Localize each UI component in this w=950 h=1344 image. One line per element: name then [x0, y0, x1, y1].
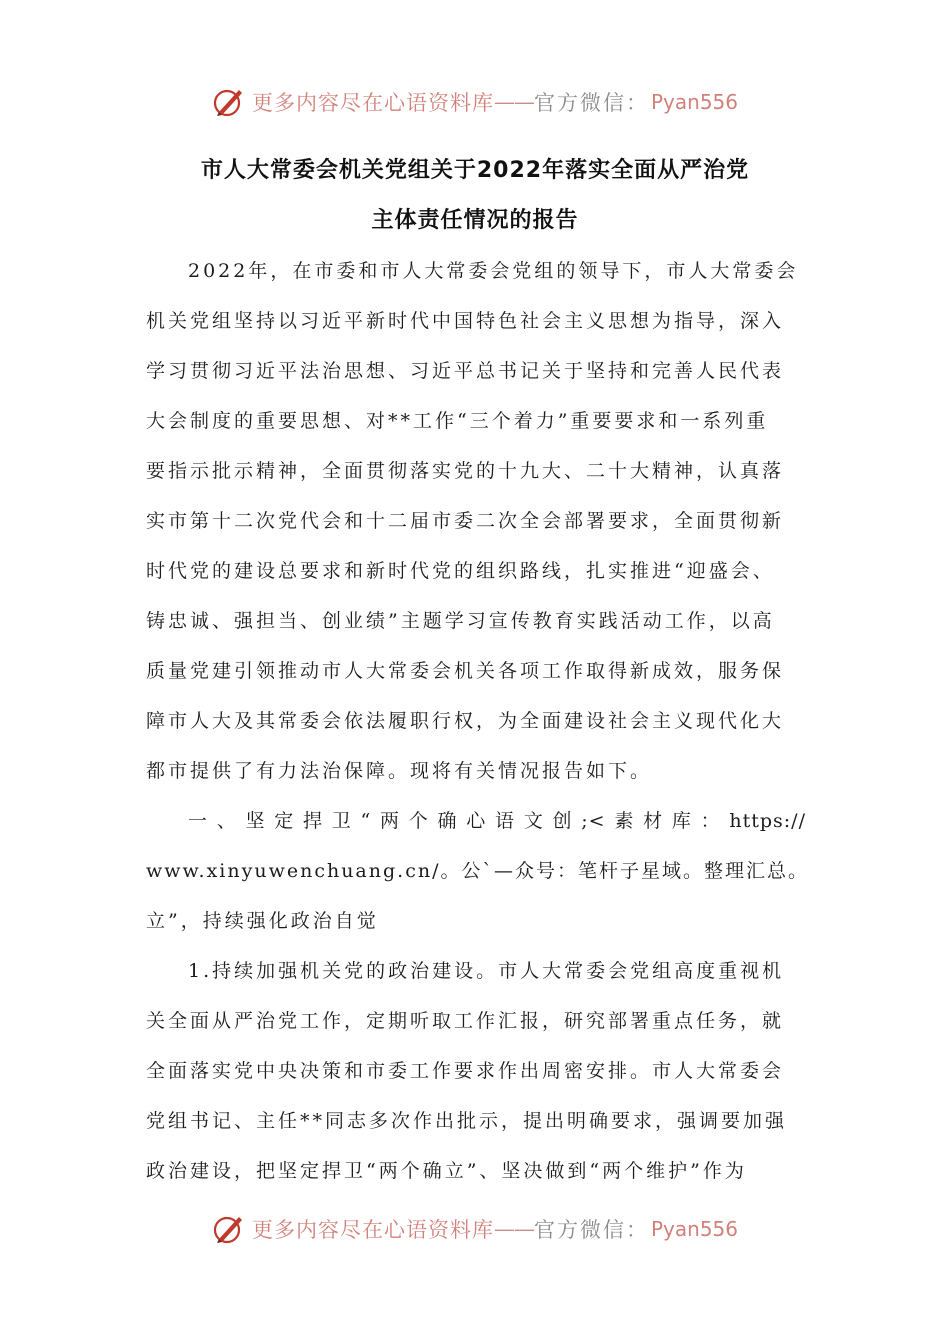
watermark-contact-label: 官方微信： — [533, 1218, 649, 1242]
body-line: 大会制度的重要思想、对**工作“三个着力”重要要求和一系列重 — [146, 410, 769, 432]
watermark-brand: 更多内容尽在心语资料库 — [251, 1218, 494, 1242]
watermark-wechat-id: Pyan556 — [650, 90, 738, 114]
watermark-contact-label: 官方微信： — [533, 91, 649, 115]
body-line: 要指示批示精神，全面贯彻落实党的十九大、二十大精神，认真落 — [146, 460, 785, 482]
watermark-footer — [0, 1211, 950, 1247]
watermark-dash: —— — [493, 1217, 534, 1241]
body-line: 障市人大及其常委会依法履职行权，为全面建设社会主义现代化大 — [146, 710, 785, 732]
watermark-dash: —— — [493, 90, 534, 114]
body-line: 时代党的建设总要求和新时代党的组织路线，扎实推进“迎盛会、 — [146, 560, 775, 582]
body-line: 1.持续加强机关党的政治建设。市人大常委会党组高度重视机 — [188, 960, 785, 982]
document-body — [146, 246, 809, 1196]
document-title-line-1: 市人大常委会机关党组关于2022年落实全面从严治党 — [200, 158, 750, 183]
watermark-wechat-id: Pyan556 — [650, 1217, 738, 1241]
section-heading-line: 一、坚定捍卫“两个确心语文创;<素材库：https:// — [188, 810, 806, 832]
body-line: 全面落实党中央决策和市委工作要求作出周密安排。市人大常委会 — [146, 1060, 785, 1082]
body-line: 政治建设，把坚定捍卫“两个确立”、坚决做到“两个维护”作为 — [146, 1160, 747, 1182]
body-line: 关全面从严治党工作，定期听取工作汇报，研究部署重点任务，就 — [146, 1010, 785, 1032]
body-line: www.xinyuwenchuang.cn/。公`—众号：笔杆子星域。整理汇总。 — [146, 860, 809, 882]
document-title-line-2: 主体责任情况的报告 — [371, 208, 579, 233]
watermark-brand: 更多内容尽在心语资料库 — [251, 91, 494, 115]
body-line: 都市提供了有力法治保障。现将有关情况报告如下。 — [146, 760, 653, 782]
body-line: 铸忠诚、强担当、创业绩”主题学习宣传教育实践活动工作，以高 — [146, 610, 775, 632]
body-line: 机关党组坚持以习近平新时代中国特色社会主义思想为指导，深入 — [146, 310, 785, 332]
section-heading-line: 立”，持续强化政治自觉 — [146, 910, 379, 932]
body-line: 实市第十二次党代会和十二届市委二次全会部署要求，全面贯彻新 — [146, 510, 785, 532]
body-line: 党组书记、主任**同志多次作出批示，提出明确要求，强调要加强 — [146, 1110, 788, 1132]
pen-logo-icon — [212, 85, 246, 119]
body-line: 2022年，在市委和市人大常委会党组的领导下，市人大常委会 — [188, 260, 799, 282]
watermark-header — [0, 84, 950, 120]
body-line: 学习贯彻习近平法治思想、习近平总书记关于坚持和完善人民代表 — [146, 360, 785, 382]
body-line: 质量党建引领推动市人大常委会机关各项工作取得新成效，服务保 — [146, 660, 785, 682]
pen-logo-icon — [212, 1212, 246, 1246]
